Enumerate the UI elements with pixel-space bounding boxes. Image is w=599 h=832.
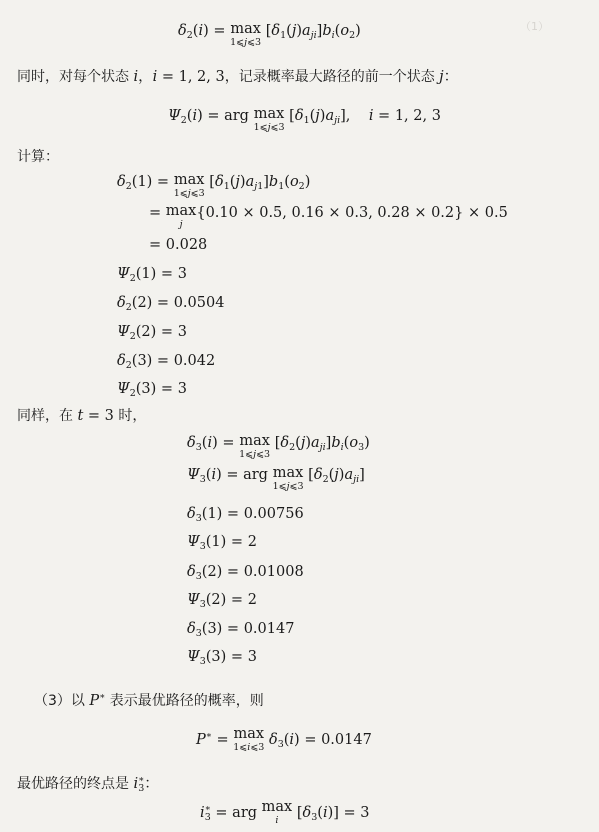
eq-delta2-3: $\delta_2(3) = 0.042$: [117, 353, 216, 371]
delta2-1-value: 0.028: [165, 237, 208, 253]
eq-psi2-1: $\Psi_2(1) = 3$: [117, 266, 187, 284]
psi2-2-value: 3: [177, 324, 187, 340]
eq-psi3-3: $\Psi_3(3) = 3$: [187, 649, 257, 667]
eq-delta2-2: $\delta_2(2) = 0.0504$: [117, 295, 225, 313]
p-star-value: 0.0147: [321, 731, 372, 748]
delta3-3-value: 0.0147: [243, 621, 295, 637]
eq-psi2-2: $\Psi_2(2) = 3$: [117, 324, 187, 342]
psi2-3-value: 3: [177, 381, 187, 397]
delta2-2-value: 0.0504: [173, 295, 225, 311]
text-calc: 计算：: [17, 149, 59, 165]
delta3-2-value: 0.01008: [243, 564, 304, 580]
psi2-1-value: 3: [177, 266, 187, 282]
eq-delta3-1: $\delta_3(1) = 0.00756$: [187, 506, 304, 524]
text-record-state: 同时，对每个状态 i，i = 1, 2, 3，记录概率最大路径的前一个状态 j：: [17, 69, 459, 85]
eq-psi3-def: $\Psi_3(i)$ = arg max 1⩽j⩽3 $[\delta_2(j)a_{ji}]$: [187, 465, 365, 492]
eq-delta3-def: $\delta_3(i)$ = max 1⩽j⩽3 $[\delta_2(j)a_{ji}]b_i(o_3)$: [187, 433, 370, 460]
product-values: {0.10 × 0.5, 0.16 × 0.3, 0.28 × 0.2} × 0.5: [196, 205, 508, 221]
psi3-3-value: 3: [247, 649, 257, 665]
psi3-2-value: 2: [247, 592, 257, 608]
eq-psi3-2: $\Psi_3(2) = 2$: [187, 592, 257, 610]
text-same-t3: 同样，在 t = 3 时，: [17, 408, 147, 424]
eq-delta2-1-expand: = max j {0.10 × 0.5, 0.16 × 0.3, 0.28 × 0.2} × 0.5: [149, 203, 508, 230]
eq-p-star: P∗ = max 1⩽i⩽3 $\delta_3(i) = 0.0147$: [196, 726, 372, 753]
i3-star-value: 3: [360, 804, 370, 821]
eq-i3-star: $i^∗_3$ = arg max i $[\delta_3(i)] = 3$: [200, 799, 370, 826]
eq-delta2-1-result: = 0.028: [149, 237, 208, 253]
psi3-1-value: 2: [247, 534, 257, 550]
eq-psi2-def: $\Psi_2(i)$ = arg max 1⩽j⩽3 $[\delta_1(j)a_{ji}]$, i = 1, 2, 3: [168, 106, 441, 133]
delta2-3-value: 0.042: [173, 353, 216, 369]
eq-delta3-3: $\delta_3(3) = 0.0147$: [187, 621, 295, 639]
eq-psi3-1: $\Psi_3(1) = 2$: [187, 534, 257, 552]
delta3-1-value: 0.00756: [243, 506, 304, 522]
text-q3: （3）以 P∗ 表示最优路径的概率，则: [34, 692, 264, 709]
eq-delta3-2: $\delta_3(2) = 0.01008$: [187, 564, 304, 582]
eq-delta2-def: $\delta_2(i)$ = max 1⩽j⩽3 $[\delta_1(j)a_{ji}]b_i(o_2)$: [178, 21, 361, 48]
eq-delta2-1: $\delta_2(1)$ = max 1⩽j⩽3 $[\delta_1(j)a_{j1}]b_1(o_2)$: [117, 172, 311, 199]
eq-psi2-3: $\Psi_2(3) = 3$: [117, 381, 187, 399]
bleed-through-text: （1）: [520, 20, 549, 33]
text-end-state: 最优路径的终点是 $i^∗_3$：: [17, 775, 159, 794]
